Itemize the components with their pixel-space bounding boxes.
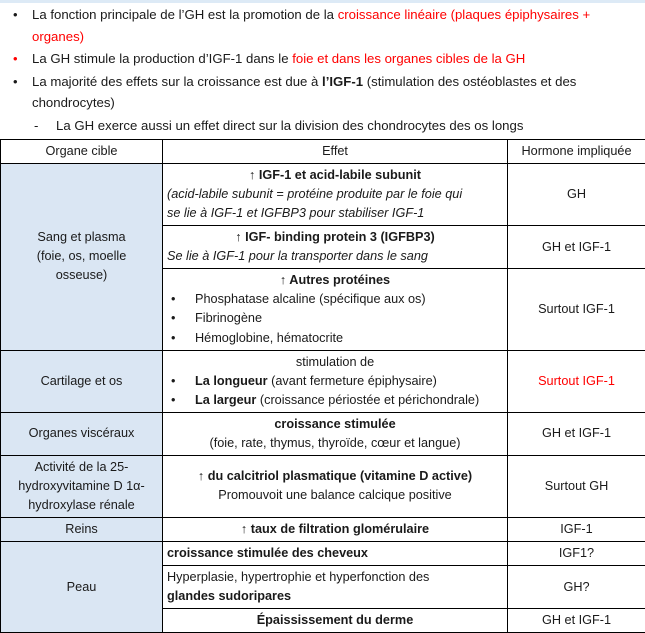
bullet-1-segment-1: foie et dans les organes cibles de la GH [292,51,525,66]
cell-effet [163,566,508,609]
organ-line: Peau [5,578,158,597]
bullet-0-segment-0: La fonction principale de l’GH est la promotion de la [32,7,338,22]
cell-effet [163,164,508,226]
cell-effet [163,517,508,541]
cell-hormone-impliquee: Surtout IGF-1 [508,269,645,350]
organ-line: Reins [5,520,158,539]
bullet-text [32,48,639,70]
effect-bullet-item [167,329,503,348]
cell-effet [163,609,508,633]
effect-bullet-text [195,290,503,309]
effect-title: ↑ Autres protéines [167,271,503,290]
table-row [1,541,645,565]
table-row [1,412,645,455]
organ-line: hydroxylase rénale [5,496,158,515]
cell-hormone-impliquee: GH? [508,566,645,609]
bullet-2-segment-0: La majorité des effets sur la croissance est due à [32,74,322,89]
cell-organe-cible [1,350,163,412]
effect-bullet-list [167,372,503,410]
table-row [1,517,645,541]
cell-effet [163,455,508,517]
dash-marker-icon: - [8,115,56,137]
bullet-2-segment-1: l’IGF-1 [322,74,363,89]
bullet-black-icon: • [171,290,195,309]
organ-line: Sang et plasma [5,228,158,247]
bullet-text [32,4,639,47]
bullet-item [8,48,639,70]
effect-line: Hyperplasie, hypertrophie et hyperfonction des [167,568,503,587]
effect-line: ↑ IGF-1 et acid-labile subunit [167,166,503,185]
effect-line: croissance stimulée [167,415,503,434]
cell-effet [163,541,508,565]
effect-bullet-text [195,309,503,328]
effect-line: Épaississement du derme [167,611,503,630]
effect-bullet-list [167,290,503,347]
cell-organe-cible [1,412,163,455]
bullet-2-segment-2: (stimulation des ostéoblastes et des chondrocytes) [32,74,576,111]
cell-effet [163,350,508,412]
effect-line: croissance stimulée des cheveux [167,544,503,563]
effect-bullet-text [195,372,503,391]
bullet-item [8,115,639,137]
organ-line: Cartilage et os [5,372,158,391]
effect-bullet-item [167,290,503,309]
cell-hormone-impliquee: GH et IGF-1 [508,609,645,633]
bullet-black-icon: • [8,71,32,92]
effbul-2-0-segment-0: Phosphatase alcaline (spécifique aux os) [195,292,426,306]
cell-effet [163,226,508,269]
effect-line: ↑ IGF- binding protein 3 (IGFBP3) [167,228,503,247]
bullet-black-icon: • [171,309,195,328]
effect-line: se lie à IGF-1 et IGFBP3 pour stabiliser IGF-1 [167,204,503,223]
cell-organe-cible [1,164,163,350]
bullet-item [8,4,639,47]
bullet-black-icon: • [8,4,32,25]
effect-bullet-item [167,372,503,391]
effect-bullet-item [167,391,503,410]
bullet-3-segment-0: La GH exerce aussi un effet direct sur la division des chondrocytes des os longs [56,118,523,133]
bullet-text [56,115,639,137]
bullet-red-icon: • [8,48,32,69]
intro-bullet-list [0,0,645,136]
bullet-black-icon: • [171,391,195,410]
effect-bullet-text [195,391,503,410]
effbul-3-0-segment-0: La longueur [195,374,268,388]
table-header-row [1,140,645,164]
organ-line: (foie, os, moelle [5,247,158,266]
effbul-3-1-segment-0: La largeur [195,393,256,407]
cell-effet [163,412,508,455]
gh-effects-table [0,139,645,633]
cell-organe-cible [1,455,163,517]
effect-line: ↑ taux de filtration glomérulaire [167,520,503,539]
cell-effet [163,269,508,350]
cell-hormone-impliquee: IGF1? [508,541,645,565]
effect-line: glandes sudoripares [167,587,503,606]
effbul-2-2-segment-0: Hémoglobine, hématocrite [195,331,343,345]
effect-line: (foie, rate, thymus, thyroïde, cœur et langue) [167,434,503,453]
table-row [1,455,645,517]
cell-hormone-impliquee: Surtout GH [508,455,645,517]
bullet-black-icon: • [171,329,195,348]
organ-line: hydroxyvitamine D 1α- [5,477,158,496]
header-hormone-impliquee: Hormone impliquée [508,140,645,164]
table-row [1,164,645,226]
cell-organe-cible [1,517,163,541]
bullet-1-segment-0: La GH stimule la production d’IGF-1 dans le [32,51,292,66]
effbul-3-1-segment-1: (croissance périostée et périchondrale) [256,393,479,407]
bullet-0-segment-1: croissance linéaire (plaques épiphysaires + organes) [32,7,590,44]
organ-line: Organes viscéraux [5,424,158,443]
cell-organe-cible [1,541,163,632]
cell-hormone-impliquee: Surtout IGF-1 [508,350,645,412]
bullet-black-icon: • [171,372,195,391]
bullet-text [32,71,639,114]
header-effet: Effet [163,140,508,164]
table-row [1,350,645,412]
organ-line: Activité de la 25- [5,458,158,477]
cell-hormone-impliquee: IGF-1 [508,517,645,541]
effbul-3-0-segment-1: (avant fermeture épiphysaire) [268,374,437,388]
cell-hormone-impliquee: GH et IGF-1 [508,412,645,455]
top-color-band [0,0,645,3]
header-organe-cible: Organe cible [1,140,163,164]
effect-bullet-item [167,309,503,328]
effect-title: stimulation de [167,353,503,372]
effect-bullet-text [195,329,503,348]
effbul-2-1-segment-0: Fibrinogène [195,311,262,325]
cell-hormone-impliquee: GH [508,164,645,226]
organ-line: osseuse) [5,266,158,285]
effect-line: ↑ du calcitriol plasmatique (vitamine D active) [167,467,503,486]
effect-line: Se lie à IGF-1 pour la transporter dans le sang [167,247,503,266]
bullet-item [8,71,639,114]
cell-hormone-impliquee: GH et IGF-1 [508,226,645,269]
effect-line: Promouvoit une balance calcique positive [167,486,503,505]
effect-line: (acid-labile subunit = protéine produite par le foie qui [167,185,503,204]
